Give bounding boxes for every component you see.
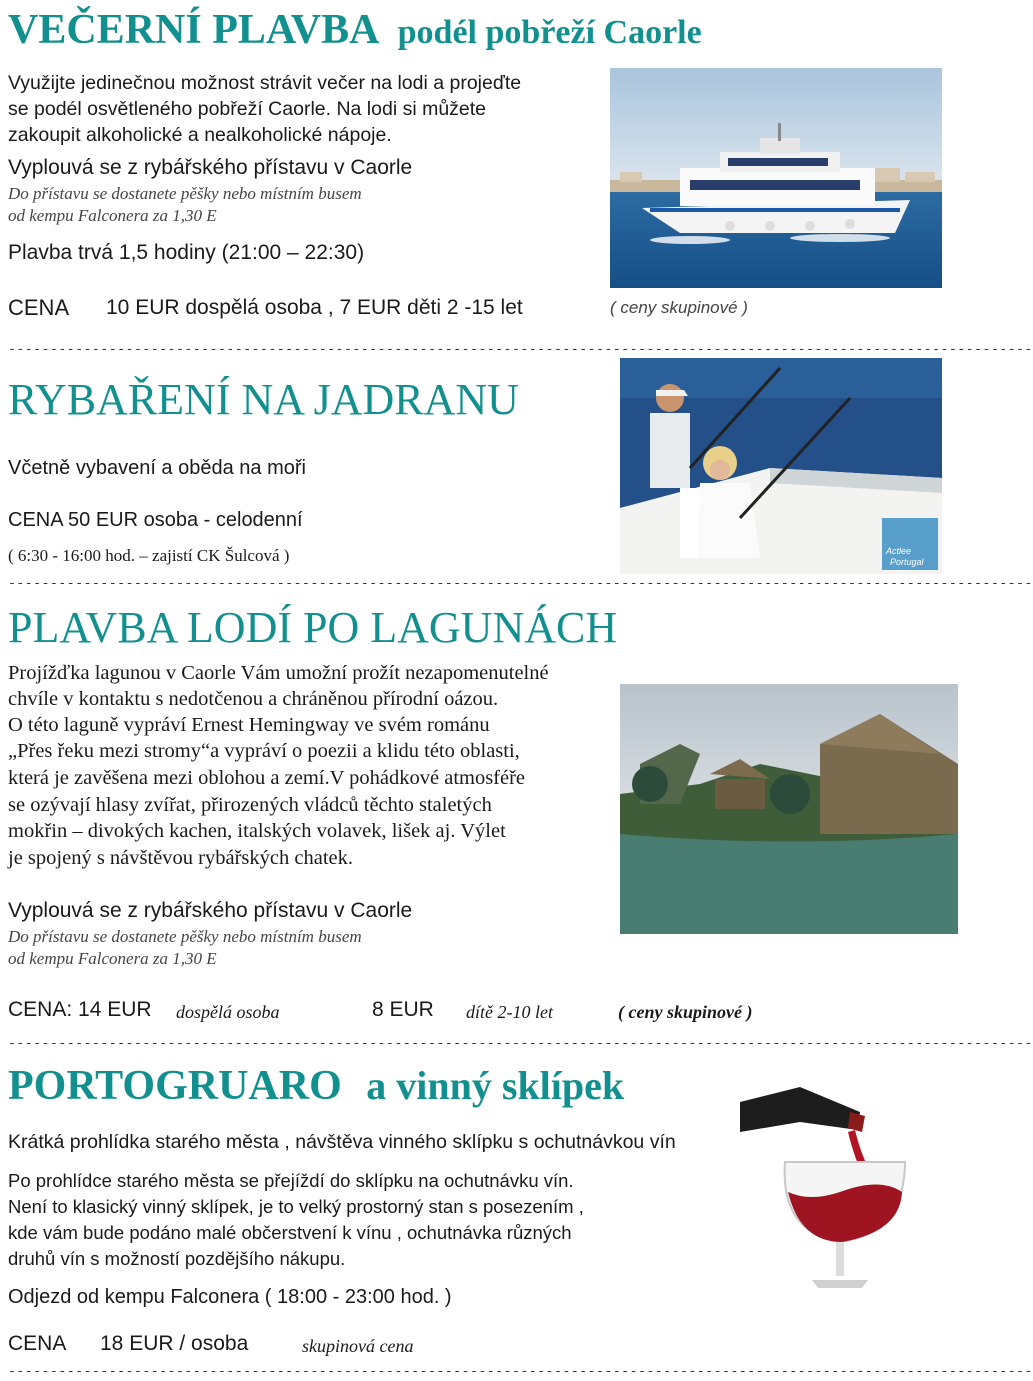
section4-para-line-2: Není to klasický vinný sklípek, je to velký prostorný stan s posezením , [8,1196,584,1217]
section4-subtitle: Krátká prohlídka starého města , návštěva vinného sklípku s ochutnávkou vín [8,1131,676,1153]
divider-4: -------------------------------------------------------------------------------------------------------------------------- [8,1364,1033,1379]
section4-para-line-4: druhů vín s možností pozdějšího nákupu. [8,1248,346,1269]
section4-price-note: skupinová cena [302,1336,414,1356]
boat-photo [610,68,942,288]
section1-duration: Plavba trvá 1,5 hodiny (21:00 – 22:30) [8,241,365,264]
section1-intro-line-2: se podél osvětleného pobřeží Caorle. Na lodi si můžete [8,98,487,120]
section3-para-line-1: Projížďka lagunou v Caorle Vám umožní prožít nezapomenutelné [8,662,549,684]
section4-para-line-3: kde vám bude podáno malé občerstvení k vínu , ochutnávka různých [8,1222,572,1243]
section4-title-main: PORTOGRUARO [8,1063,342,1109]
divider-1: -------------------------------------------------------------------------------------------------------------------------- [8,342,1033,357]
fishing-photo [620,358,942,574]
wine-glass-photo [740,1082,958,1294]
section3-note-line-2: od kempu Falconera za 1,30 E [8,949,217,968]
section4-title [8,1062,624,1110]
section3-para-line-5: která je zavěšena mezi oblohou a zemí.V pohádkové atmosféře [8,767,526,789]
section2-title: RYBAŘENÍ NA JADRANU [8,375,519,424]
divider-2: -------------------------------------------------------------------------------------------------------------------------- [8,576,1033,591]
section1-title-main: VEČERNÍ PLAVBA [8,7,378,53]
section3-departure: Vyplouvá se z rybářského přístavu v Caorle [8,899,413,922]
section4-departure: Odjezd od kempu Falconera ( 18:00 - 23:00 hod. ) [8,1286,452,1308]
section1-title [8,6,702,54]
section1-title-sub: podél pobřeží Caorle [397,14,702,51]
section3-price-child-amount: 8 EUR [372,998,434,1021]
section3-para-line-8: je spojený s návštěvou rybářských chatek. [8,847,353,869]
section3-para-line-6: se ozývají hlasy zvířat, přirozených vládců těchto staletých [8,794,492,816]
section3-para-line-2: chvíle v kontaktu s nedotčenou a chráněnou přírodní oázou. [8,688,499,710]
section3-price-label: CENA: 14 EUR [8,998,152,1021]
lagoon-photo [620,684,958,934]
fishing-caption-line-1: Actlee [886,546,912,556]
section1-intro-line-3: zakoupit alkoholické a nealkoholické nápoje. [8,124,392,146]
section4-price-label: CENA [8,1332,67,1355]
section4-price-text: 18 EUR / osoba [100,1332,249,1355]
section3-price-child: dítě 2-10 let [466,1002,553,1022]
section2-hours: ( 6:30 - 16:00 hod. – zajistí CK Šulcová ) [8,546,290,565]
section4-title-sub: a vinný sklípek [366,1063,625,1108]
section4-para-line-1: Po prohlídce starého města se přejíždí do sklípku na ochutnávku vín. [8,1170,574,1191]
section2-line1: Včetně vybavení a oběda na moři [8,457,306,479]
section1-note-line-2: od kempu Falconera za 1,30 E [8,206,217,225]
section3-title: PLAVBA LODÍ PO LAGUNÁCH [8,603,618,652]
section1-departure: Vyplouvá se z rybářského přístavu v Caorle [8,156,413,179]
section3-note-line-1: Do přístavu se dostanete pěšky nebo místním busem [8,927,362,946]
section3-para-line-3: O této laguně vypráví Ernest Hemingway ve svém románu [8,714,490,736]
section1-price-label: CENA [8,295,70,320]
section1-intro-line-1: Využijte jedinečnou možnost strávit večer na lodi a projeďte [8,72,522,94]
section1-note-line-1: Do přístavu se dostanete pěšky nebo místním busem [8,184,362,203]
fishing-caption-line-2: Portugal [890,557,924,567]
section3-para-line-4: „Přes řeku mezi stromy“a vypráví o poezii a klidu této oblasti, [8,740,520,762]
section1-price-note: ( ceny skupinové ) [610,298,748,317]
section2-price: CENA 50 EUR osoba - celodenní [8,509,303,531]
section3-price-note: ( ceny skupinové ) [618,1002,753,1022]
section3-para-line-7: mokřin – divokých kachen, italských volavek, lišek aj. Výlet [8,820,506,842]
divider-3: -------------------------------------------------------------------------------------------------------------------------- [8,1036,1033,1051]
section3-price-adult: dospělá osoba [176,1002,280,1022]
section1-price-text: 10 EUR dospělá osoba , 7 EUR děti 2 -15 let [106,296,523,319]
